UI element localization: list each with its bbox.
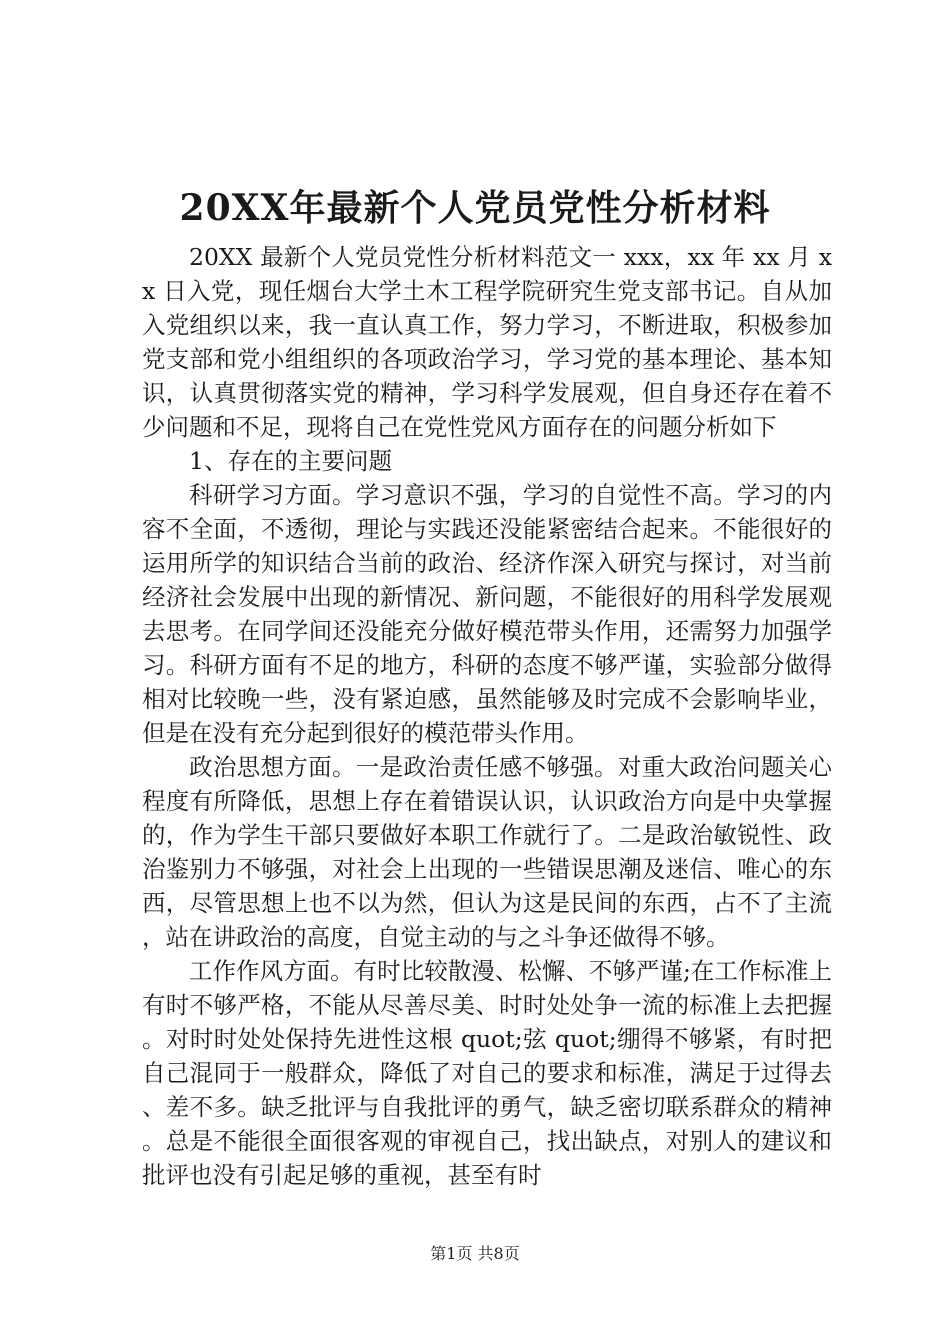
document-body <box>142 240 832 1192</box>
section-heading: 1、存在的主要问题 <box>189 447 392 475</box>
paragraph-work-style: 工作作风方面。有时比较散漫、松懈、不够严谨;在工作标准上有时不够严格，不能从尽善尽美、时时处处争一流的标准上去把握。对时时处处保持先进性这根 quot;弦 quot;绷得不够紧，有时把自己混同于一般群众，降低了对自己的要求和标准，满足于过得去、差不多。缺乏批评与自我批评的勇气，缺乏密切联系群众的精神。总是不能很全面很客观的审视自己，找出缺点，对别人的建议和批评也没有引起足够的重视，甚至有时 <box>142 957 832 1189</box>
paragraph-study: 科研学习方面。学习意识不强，学习的自觉性不高。学习的内容不全面，不透彻，理论与实践还没能紧密结合起来。不能很好的运用所学的知识结合当前的政治、经济作深入研究与探讨，对当前经济社会发展中出现的新情况、新问题，不能很好的用科学发展观去思考。在同学间还没能充分做好模范带头作用，还需努力加强学习。科研方面有不足的地方，科研的态度不够严谨，实验部分做得相对比较晚一些，没有紧迫感，虽然能够及时完成不会影响毕业，但是在没有充分起到很好的模范带头作用。 <box>142 481 832 747</box>
document-title: 20XX年最新个人党员党性分析材料 <box>179 187 771 229</box>
page-footer: 第1页 共8页 <box>430 1244 520 1263</box>
paragraph-politics: 政治思想方面。一是政治责任感不够强。对重大政治问题关心程度有所降低，思想上存在着错误认识，认识政治方向是中央掌握的，作为学生干部只要做好本职工作就行了。二是政治敏锐性、政治鉴别力不够强，对社会上出现的一些错误思潮及迷信、唯心的东西，尽管思想上也不以为然，但认为这是民间的东西，占不了主流，站在讲政治的高度，自觉主动的与之斗争还做得不够。 <box>142 753 832 951</box>
paragraph-intro: 20XX 最新个人党员党性分析材料范文一 xxx，xx 年 xx 月 xx 日入党，现任烟台大学土木工程学院研究生党支部书记。自从加入党组织以来，我一直认真工作，努力学习，不断进取，积极参加党支部和党小组组织的各项政治学习，学习党的基本理论、基本知识，认真贯彻落实党的精神，学习科学发展观，但自身还存在着不少问题和不足，现将自己在党性党风方面存在的问题分析如下 <box>142 243 832 441</box>
